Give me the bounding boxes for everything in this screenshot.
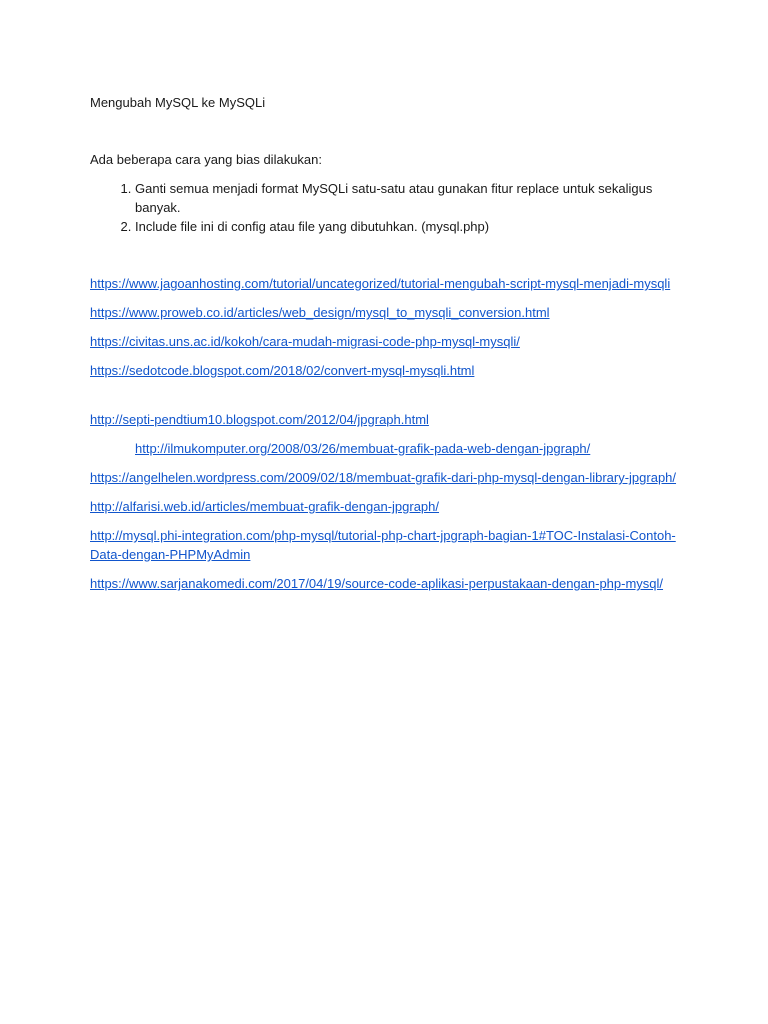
link-row: [90, 410, 685, 429]
link-civitas-uns[interactable]: https://civitas.uns.ac.id/kokoh/cara-mudah-migrasi-code-php-mysql-mysqli/: [90, 334, 520, 349]
link-angelhelen[interactable]: https://angelhelen.wordpress.com/2009/02/18/membuat-grafik-dari-php-mysql-dengan-library-jpgraph/: [90, 470, 677, 485]
link-jagoanhosting[interactable]: https://www.jagoanhosting.com/tutorial/uncategorized/tutorial-mengubah-script-mysql-menjadi-mysqli: [90, 276, 671, 291]
link-sarjanakomedi[interactable]: https://www.sarjanakomedi.com/2017/04/19/source-code-aplikasi-perpustakaan-dengan-php-mysql/: [90, 576, 664, 591]
link-row: [90, 497, 685, 516]
link-row: [90, 526, 685, 564]
step-item: 2. Include file ini di config atau file yang dibutuhkan. (mysql.php): [135, 217, 690, 236]
link-row: [90, 574, 685, 593]
steps-list: [90, 179, 690, 236]
link-row: [90, 332, 685, 351]
link-row: [90, 274, 685, 293]
intro-text: Ada beberapa cara yang bias dilakukan:: [90, 152, 322, 167]
link-row: [90, 361, 685, 380]
document-body: [90, 93, 690, 603]
link-septi-pendtium[interactable]: http://septi-pendtium10.blogspot.com/2012/04/jpgraph.html: [90, 412, 429, 427]
mysqli-links-group: [90, 274, 690, 380]
link-sedotcode[interactable]: https://sedotcode.blogspot.com/2018/02/convert-mysql-mysqli.html: [90, 363, 475, 378]
link-row: [90, 468, 685, 487]
link-proweb[interactable]: https://www.proweb.co.id/articles/web_design/mysql_to_mysqli_conversion.html: [90, 305, 550, 320]
jpgraph-links-group: [90, 410, 690, 593]
link-alfarisi[interactable]: http://alfarisi.web.id/articles/membuat-grafik-dengan-jpgraph/: [90, 499, 440, 514]
link-row: [90, 439, 685, 458]
link-ilmukomputer[interactable]: http://ilmukomputer.org/2008/03/26/membuat-grafik-pada-web-dengan-jpgraph/: [135, 441, 591, 456]
document-title: Mengubah MySQL ke MySQLi: [90, 95, 266, 110]
link-row: [90, 303, 685, 322]
link-phi-integration[interactable]: http://mysql.phi-integration.com/php-mysql/tutorial-php-chart-jpgraph-bagian-1#TOC-Instalasi-Contoh-Data-dengan-PHPMyAdmin: [90, 528, 676, 562]
step-item: 1. Ganti semua menjadi format MySQLi satu-satu atau gunakan fitur replace untuk sekaligus banyak.: [135, 179, 690, 217]
